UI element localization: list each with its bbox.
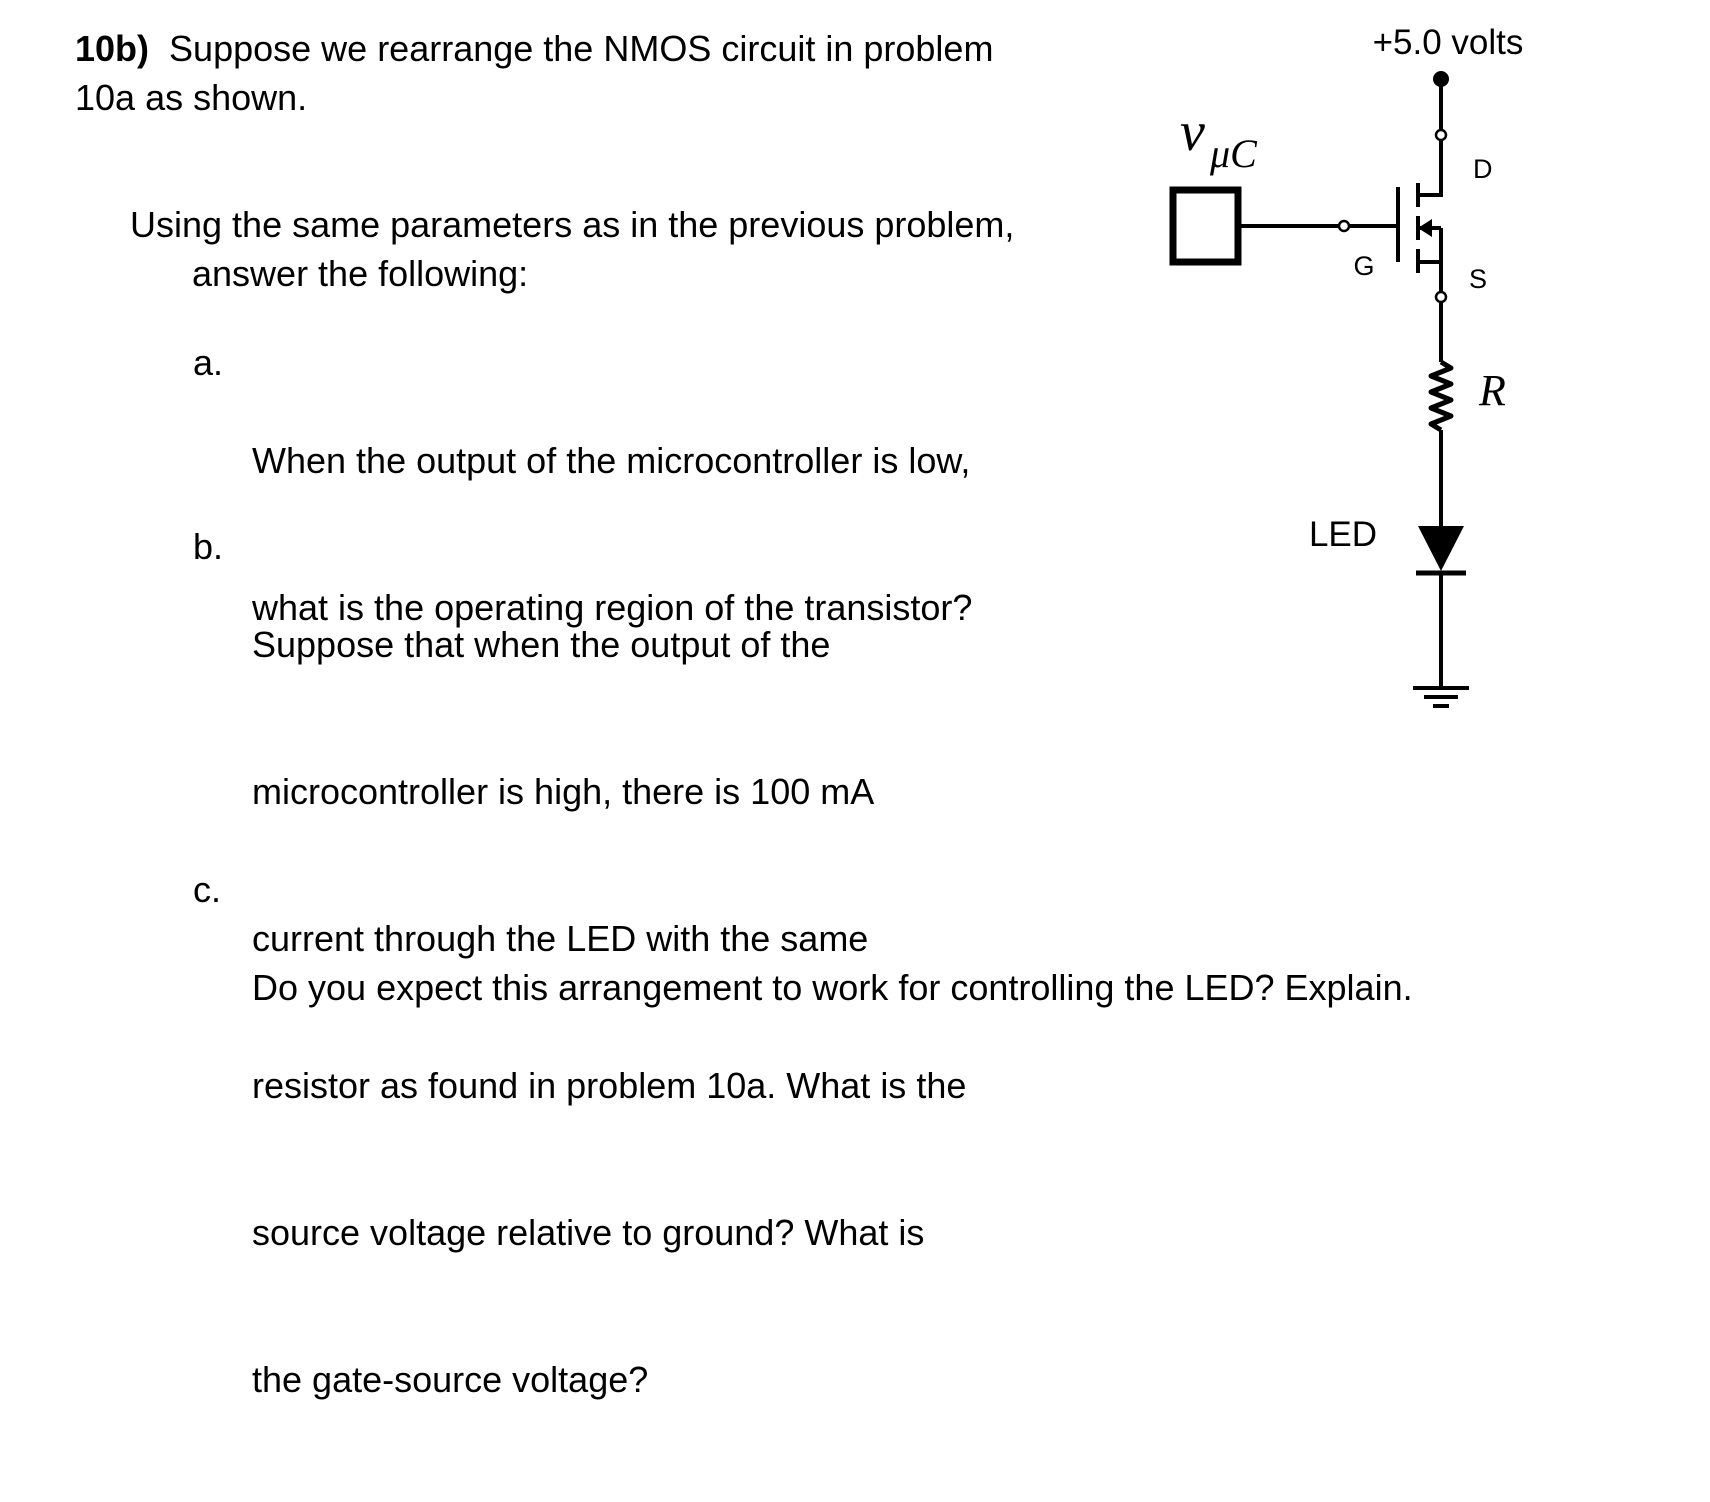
drain-terminal xyxy=(1436,130,1446,140)
source-lead xyxy=(1418,262,1441,292)
problem-number: 10b) xyxy=(75,28,150,69)
source-terminal xyxy=(1436,292,1446,302)
question-a-line2: what is the operating region of the transistor? xyxy=(252,587,973,628)
question-c-text xyxy=(252,865,1413,1110)
question-c-marker: c. xyxy=(193,869,222,910)
led-diode-icon xyxy=(1418,526,1464,571)
question-a-marker: a. xyxy=(193,342,224,383)
problem-heading-line1: Suppose we rearrange the NMOS circuit in problem xyxy=(169,28,994,69)
question-a xyxy=(193,338,973,628)
question-b-line3: current through the LED with the same xyxy=(252,918,869,959)
source-voltage-subscript: μC xyxy=(1210,131,1257,176)
question-b-marker: b. xyxy=(193,526,224,567)
intro-line1: Using the same parameters as in the previous problem, xyxy=(130,204,1015,245)
resistor-icon xyxy=(1431,362,1451,430)
gate-terminal xyxy=(1339,221,1349,231)
gate-label: G xyxy=(1353,251,1375,281)
problem-heading xyxy=(75,24,993,122)
source-label: S xyxy=(1469,264,1488,294)
supply-terminal-dot xyxy=(1433,71,1449,87)
question-b-line2: microcontroller is high, there is 100 mA xyxy=(252,771,875,812)
resistor-label: R xyxy=(1479,366,1506,415)
led-label: LED xyxy=(1308,515,1378,554)
drain-label: D xyxy=(1473,154,1493,184)
question-c-line1: Do you expect this arrangement to work for controlling the LED? Explain. xyxy=(252,967,1413,1008)
question-b-line6: the gate-source voltage? xyxy=(252,1359,649,1400)
microcontroller-source-box xyxy=(1173,190,1238,262)
intro-paragraph xyxy=(130,200,1014,298)
question-a-line1: When the output of the microcontroller is low, xyxy=(252,440,971,481)
drain-lead xyxy=(1418,140,1441,195)
problem-heading-line2: 10a as shown. xyxy=(75,77,308,118)
supply-label: +5.0 volts xyxy=(1372,23,1524,62)
body-arrow-icon xyxy=(1418,219,1432,237)
question-b-line1: Suppose that when the output of the xyxy=(252,624,831,665)
question-b-line4: resistor as found in problem 10a. What is the xyxy=(252,1065,967,1106)
intro-line2: answer the following: xyxy=(192,253,529,294)
source-voltage-symbol: v xyxy=(1180,101,1205,163)
question-b-line5: source voltage relative to ground? What is xyxy=(252,1212,925,1253)
